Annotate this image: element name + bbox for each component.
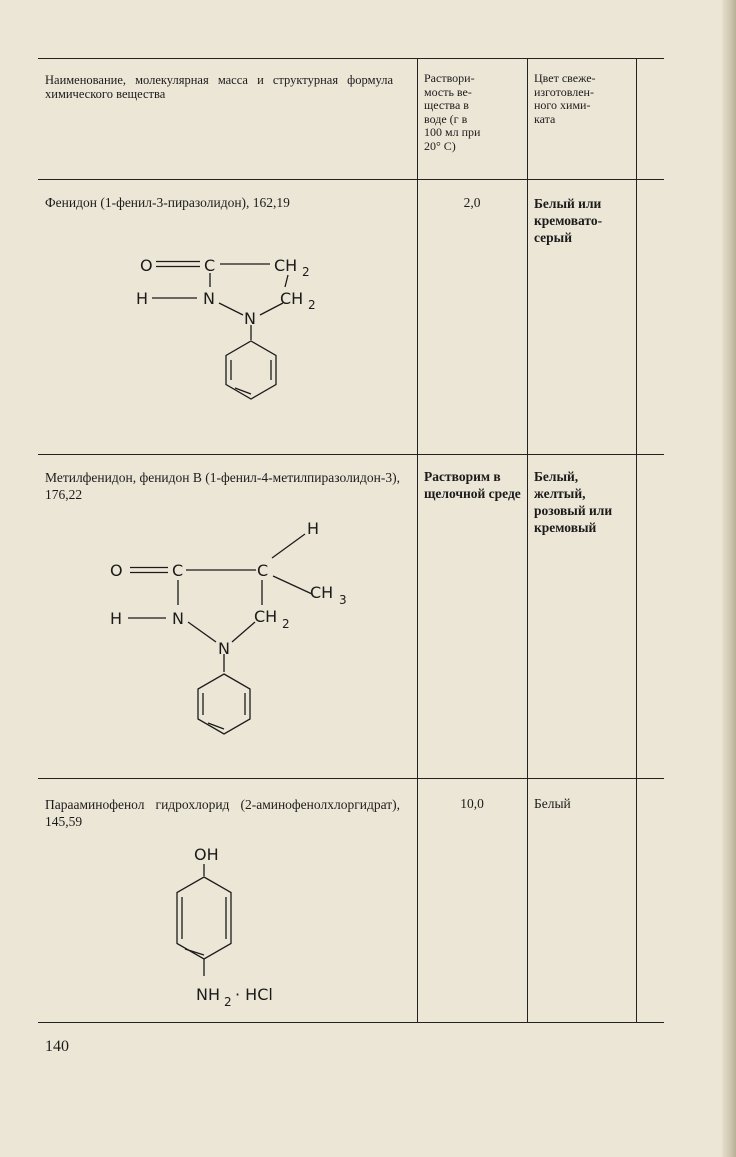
row-divider-1	[38, 454, 664, 455]
column-rule-3	[636, 58, 637, 1022]
column-rule-2	[527, 58, 528, 1022]
r2-atom-C1: C	[172, 561, 184, 580]
r2-atom-N2: N	[218, 639, 230, 658]
r1-atom-CH2b: CH	[280, 289, 304, 308]
row-1-color: Белый или кремовато-серый	[534, 196, 603, 245]
header-bottom-rule	[38, 179, 664, 180]
header-color-column: Цвет свеже- изготовлен- ного хими- ката	[534, 71, 596, 126]
r3-salt-HCl: · HCl	[235, 985, 273, 1004]
r2-atom-O: O	[110, 561, 123, 580]
r2-sub-2: 2	[282, 617, 290, 631]
row-2-color: Белый, желтый, розовый или кремовый	[534, 469, 613, 535]
r3-group-OH: OH	[194, 845, 219, 864]
r1-atom-N2: N	[244, 309, 256, 328]
r2-sub-3: 3	[339, 593, 347, 607]
row-1-solubility: 2,0	[463, 195, 481, 210]
table-bottom-rule	[38, 1022, 664, 1023]
header-name-column: Наименование, молекулярная масса и структурная формула химического вещества	[45, 73, 393, 101]
row-2-name: Метилфенидон, фенидон B (1-фенил-4-метилпиразолидон-3), 176,22	[45, 470, 400, 502]
row-1-name: Фенидон (1-фенил-3-пиразолидон), 162,19	[45, 195, 290, 210]
row-divider-2	[38, 778, 664, 779]
row-2-structural-formula	[102, 514, 362, 754]
r1-atom-O: O	[140, 256, 153, 275]
r2-atom-C2: C	[257, 561, 269, 580]
page-spine-shadow	[722, 0, 736, 1157]
row-3-name: Парааминофенол гидрохлорид (2-аминофенолхлоргидрат), 145,59	[45, 797, 400, 829]
header-solubility-column: Раствори- мость ве- щества в воде (г в 100 мл при 20° С)	[424, 71, 481, 153]
row-3-solubility: 10,0	[460, 796, 484, 811]
r1-atom-N1: N	[203, 289, 215, 308]
r2-atom-H: H	[110, 609, 123, 628]
r2-atom-CH3: CH	[310, 583, 334, 602]
r2-atom-N1: N	[172, 609, 184, 628]
row-1-structural-formula	[130, 245, 350, 425]
r3-group-NH2: NH	[196, 985, 220, 1004]
page-number: 140	[45, 1038, 69, 1055]
r1-atom-C: C	[204, 256, 216, 275]
row-3-structural-formula	[160, 840, 340, 1010]
r1-sub-2b: 2	[308, 298, 316, 312]
r2-atom-Htop: H	[307, 519, 320, 538]
row-3-color: Белый	[534, 796, 571, 811]
r1-atom-CH2a: CH	[274, 256, 298, 275]
r2-atom-CH2: CH	[254, 607, 278, 626]
r3-sub-2: 2	[224, 995, 232, 1009]
row-2-solubility: Растворим в щелочной среде	[424, 469, 521, 501]
r1-sub-2a: 2	[302, 265, 310, 279]
r1-atom-H: H	[136, 289, 149, 308]
table-top-rule	[38, 58, 664, 59]
